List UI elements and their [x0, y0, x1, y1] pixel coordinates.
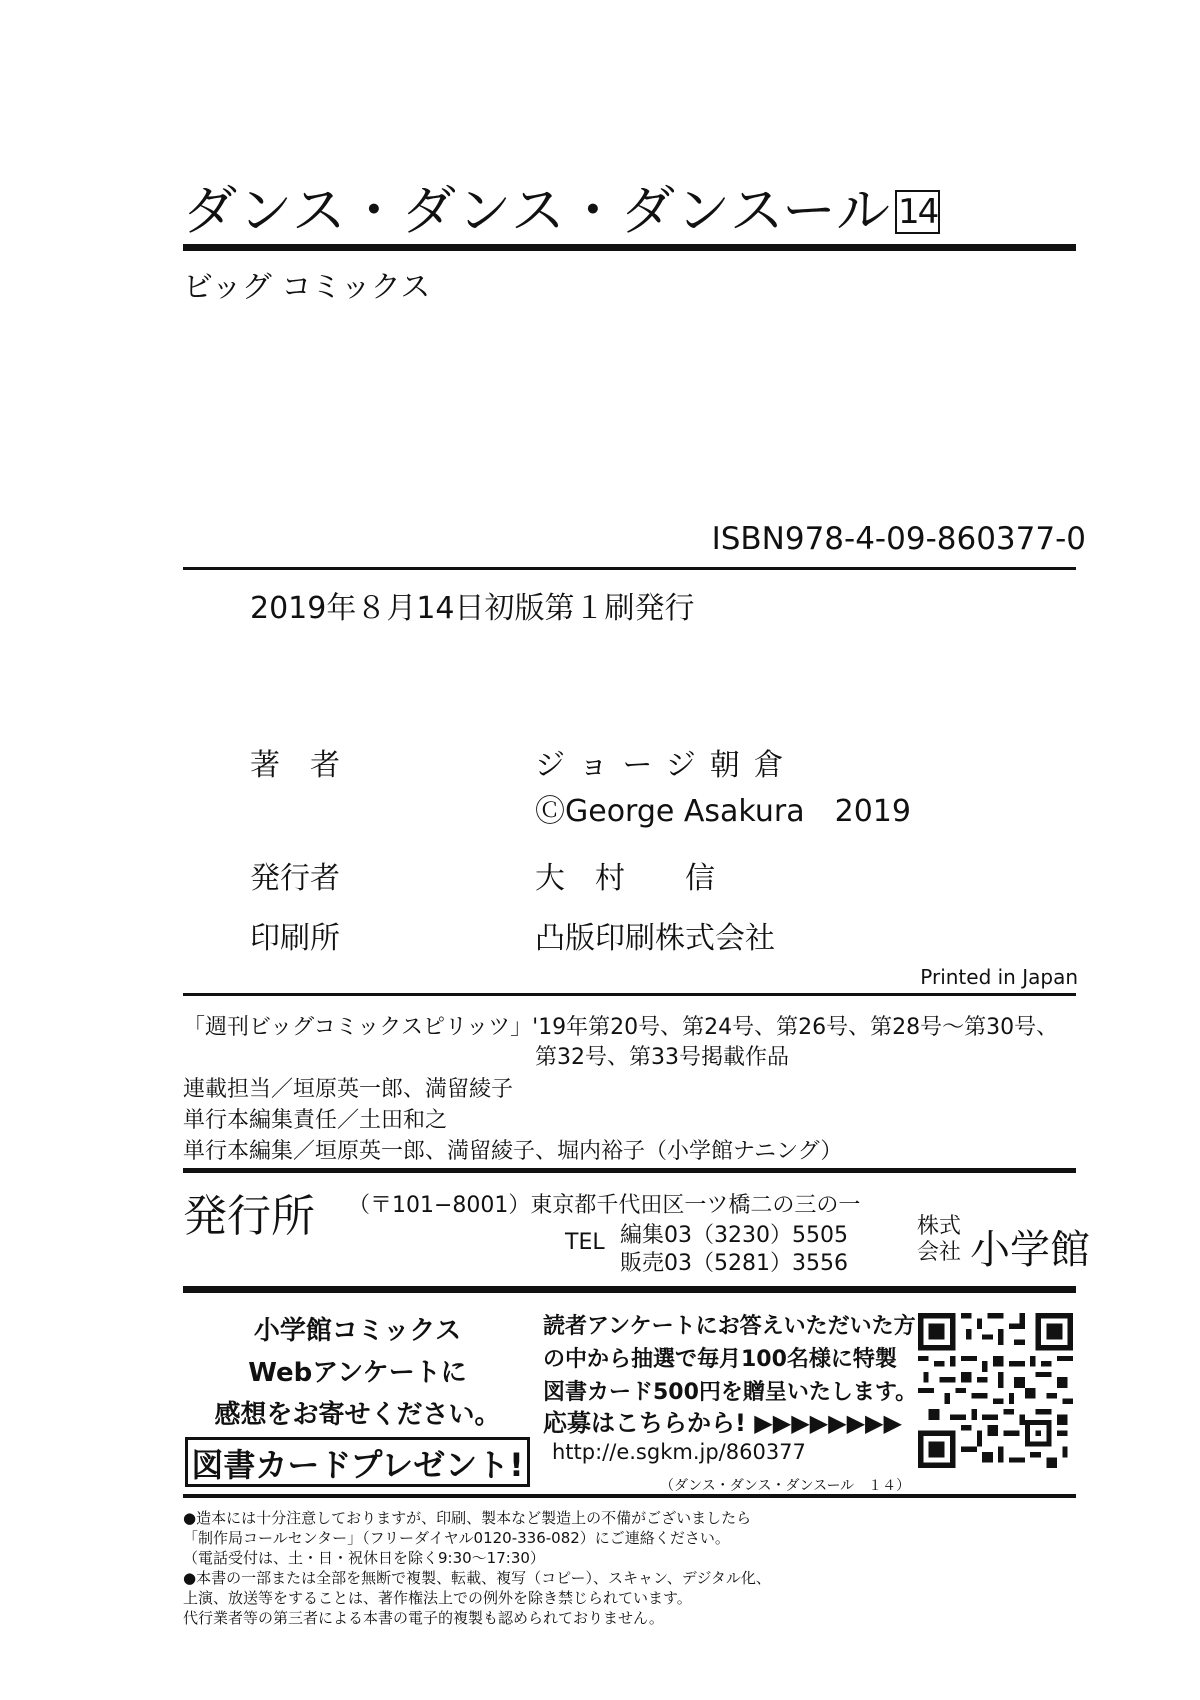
editor-chief: 単行本編集責任／土田和之 [183, 1108, 448, 1133]
survey-desc-line1: 読者アンケートにお答えいただいた方 [543, 1314, 916, 1339]
survey-desc-line3: 図書カード500円を贈呈いたします。 [543, 1380, 918, 1405]
isbn: ISBN978-4-09-860377-0 [711, 521, 1086, 557]
publisher-company: 小学館 [970, 1227, 1090, 1273]
survey-invite [185, 1310, 530, 1436]
publisher-rule [183, 1168, 1076, 1173]
survey-url[interactable]: http://e.sgkm.jp/860377 [552, 1440, 806, 1464]
publisher-label: 発行者 [250, 861, 340, 896]
note-line: 「制作局コールセンター」（フリーダイヤル0120-336-082）にご連絡ください。 [183, 1529, 730, 1547]
tel-sales: 販売03（5281）3556 [620, 1251, 848, 1276]
publisher-heading: 発行所 [183, 1191, 315, 1242]
note-line: ●本書の一部または全部を無断で複製、転載、複写（コピー）、スキャン、デジタル化、 [183, 1569, 771, 1587]
tel-edit: 編集03（3230）5505 [620, 1223, 848, 1248]
tel-label: TEL [565, 1230, 605, 1255]
printer-label: 印刷所 [250, 921, 340, 956]
note-line: 上演、放送等をすることは、著作権法上での例外を除き禁じられています。 [183, 1589, 692, 1607]
note-line: （電話受付は、土・日・祝休日を除く9:30〜17:30） [183, 1549, 545, 1567]
survey-invite-line1: 小学館コミックス [253, 1316, 462, 1346]
notes-rule [183, 1494, 1076, 1498]
title-rule [183, 244, 1076, 251]
editor-serial: 連載担当／垣原英一郎、満留綾子 [183, 1077, 514, 1102]
serial-info-line1: 「週刊ビッグコミックスピリッツ」'19年第20号、第24号、第26号、第28号〜第30号、 [183, 1015, 1059, 1040]
apply-here: 応募はこちらから! ▶▶▶▶▶▶▶▶ [543, 1409, 902, 1437]
corp-type [917, 1214, 961, 1266]
present-banner: 図書カードプレゼント! [185, 1437, 530, 1487]
book-title [183, 168, 940, 245]
printer-name: 凸版印刷株式会社 [535, 921, 775, 956]
qr-code-icon[interactable] [918, 1313, 1073, 1468]
survey-description [543, 1310, 917, 1409]
note-line: ●造本には十分注意しておりますが、印刷、製本など製造上の不備がございましたら [183, 1509, 752, 1527]
author-name: ジョージ朝倉 [535, 748, 798, 783]
survey-top-rule [183, 1286, 1076, 1293]
credits-rule [183, 993, 1076, 996]
book-title-text: ダンス・ダンス・ダンスール [183, 179, 891, 242]
corp-type-line1: 株式 [917, 1214, 962, 1239]
survey-invite-line3: 感想をお寄せください。 [214, 1400, 501, 1430]
survey-url-note: （ダンス・ダンス・ダンスール １４） [660, 1478, 911, 1494]
imprint-label: ビッグ コミックス [183, 270, 431, 305]
publication-date: 2019年８月14日初版第１刷発行 [250, 591, 695, 626]
publisher-address: （〒101−8001）東京都千代田区一ツ橋二の三の一 [348, 1193, 861, 1218]
note-line: 代行業者等の第三者による本書の電子的複製も認められておりません。 [183, 1609, 664, 1627]
copyright: ⒸGeorge Asakura 2019 [535, 794, 911, 829]
survey-invite-line2: Webアンケートに [248, 1358, 467, 1388]
isbn-rule [183, 567, 1076, 570]
survey-desc-line2: の中から抽選で毎月100名様に特製 [543, 1347, 897, 1372]
printed-in: Printed in Japan [920, 965, 1078, 989]
corp-type-line2: 会社 [917, 1240, 962, 1265]
author-label: 著 者 [250, 748, 340, 783]
editor-book: 単行本編集／垣原英一郎、満留綾子、堀内裕子（小学館ナニング） [183, 1139, 843, 1164]
serial-info-line2: 第32号、第33号掲載作品 [535, 1045, 789, 1070]
publisher-name: 大 村 信 [535, 861, 715, 896]
legal-notes [183, 1508, 771, 1628]
volume-number: 14 [895, 190, 940, 234]
